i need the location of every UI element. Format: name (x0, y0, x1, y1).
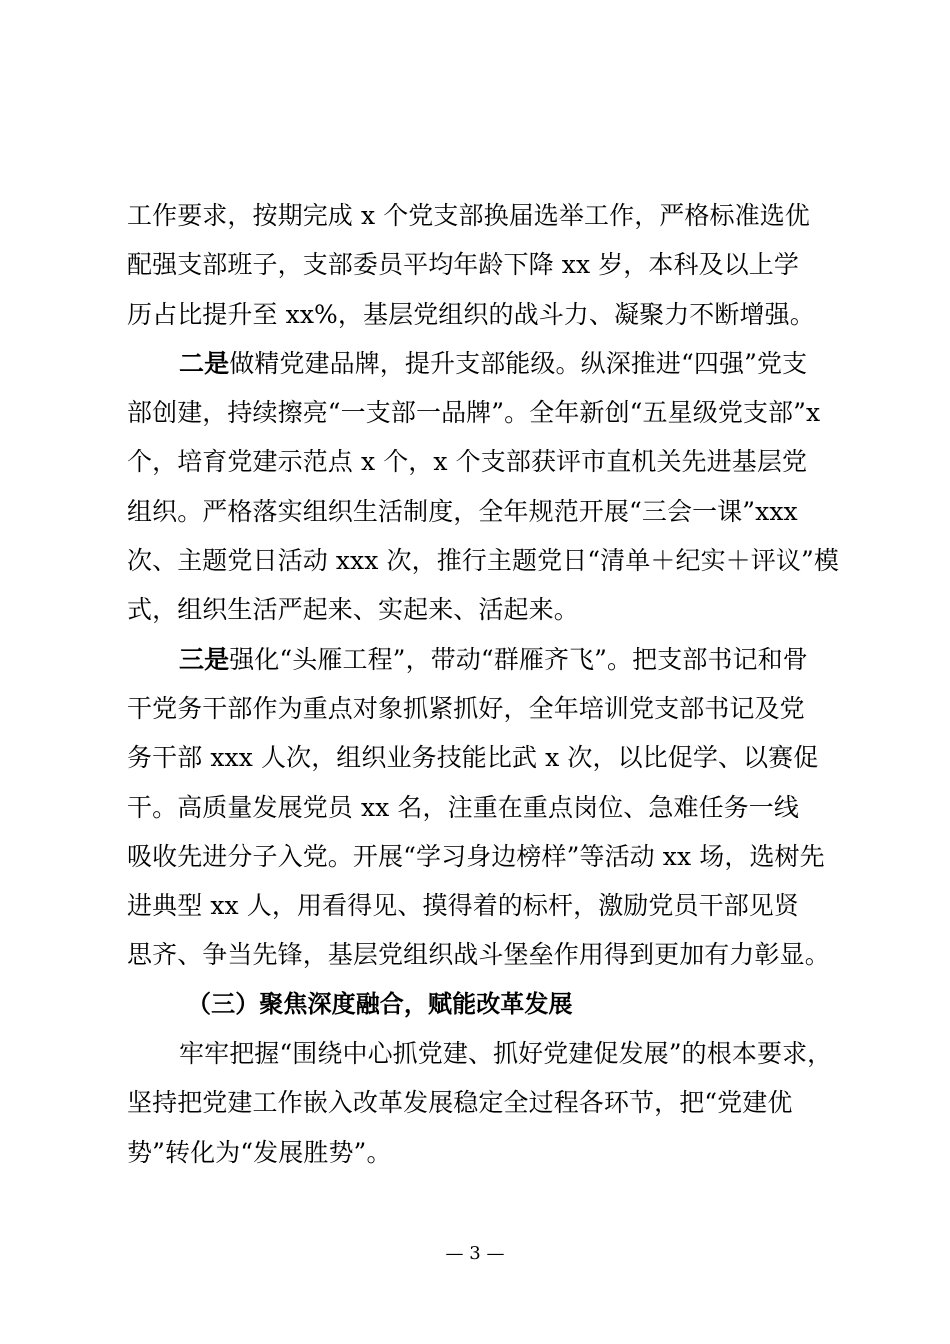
paragraph-line: 干。高质量发展党员 xx 名，注重在重点岗位、急难任务一线 (127, 792, 799, 822)
section-heading: （三）聚焦深度融合，赋能改革发展 (187, 989, 573, 1018)
paragraph-text: 强化“头雁工程”，带动“群雁齐飞”。把支部书记和骨 (229, 644, 808, 674)
paragraph-text: 做精党建品牌，提升支部能级。纵深推进“四强”党支 (229, 348, 808, 378)
paragraph-line: 牢牢把握“围绕中心抓党建、抓好党建促发展”的根本要求， (179, 1039, 833, 1069)
paragraph-line: 吸收先进分子入党。开展“学习身边榜样”等活动 xx 场，选树先 (127, 841, 825, 871)
paragraph-line: 配强支部班子，支部委员平均年龄下降 xx 岁，本科及以上学 (127, 250, 799, 280)
paragraph-line: 个，培育党建示范点 x 个，x 个支部获评市直机关先进基层党 (127, 447, 808, 477)
paragraph-line: 干党务干部作为重点对象抓紧抓好，全年培训党支部书记及党 (127, 693, 805, 723)
paragraph-line: 进典型 xx 人，用看得见、摸得着的标杆，激励党员干部见贤 (127, 891, 799, 921)
paragraph-line: 部创建，持续擦亮“一支部一品牌”。全年新创“五星级党支部”x (127, 398, 821, 428)
paragraph-line: 思齐、争当先锋，基层党组织战斗堡垒作用得到更加有力彰显。 (127, 940, 830, 970)
paragraph-line: 务干部 xxx 人次，组织业务技能比武 x 次，以比促学、以赛促 (127, 743, 819, 773)
paragraph-line: 工作要求，按期完成 x 个党支部换届选举工作，严格标准选优 (127, 201, 810, 230)
paragraph-line: 式，组织生活严起来、实起来、活起来。 (127, 595, 579, 625)
paragraph-lead: 二是 (179, 348, 230, 378)
paragraph-lead: 三是 (179, 644, 230, 674)
paragraph-line: 坚持把党建工作嵌入改革发展稳定全过程各环节，把“党建优 (127, 1088, 793, 1118)
paragraph-line (127, 635, 827, 684)
paragraph-line: 次、主题党日活动 xxx 次，推行主题党日“清单＋纪实＋评议”模 (127, 546, 839, 576)
paragraph-line: 组织。严格落实组织生活制度，全年规范开展“三会一课”xxx (127, 496, 798, 526)
paragraph-line (127, 339, 827, 388)
body-text (127, 191, 839, 1177)
paragraph-line: 势”转化为“发展胜势”。 (127, 1137, 392, 1167)
page-number: — 3 — (445, 1243, 505, 1264)
paragraph-line: 历占比提升至 xx%，基层党组织的战斗力、凝聚力不断增强。 (127, 299, 815, 329)
